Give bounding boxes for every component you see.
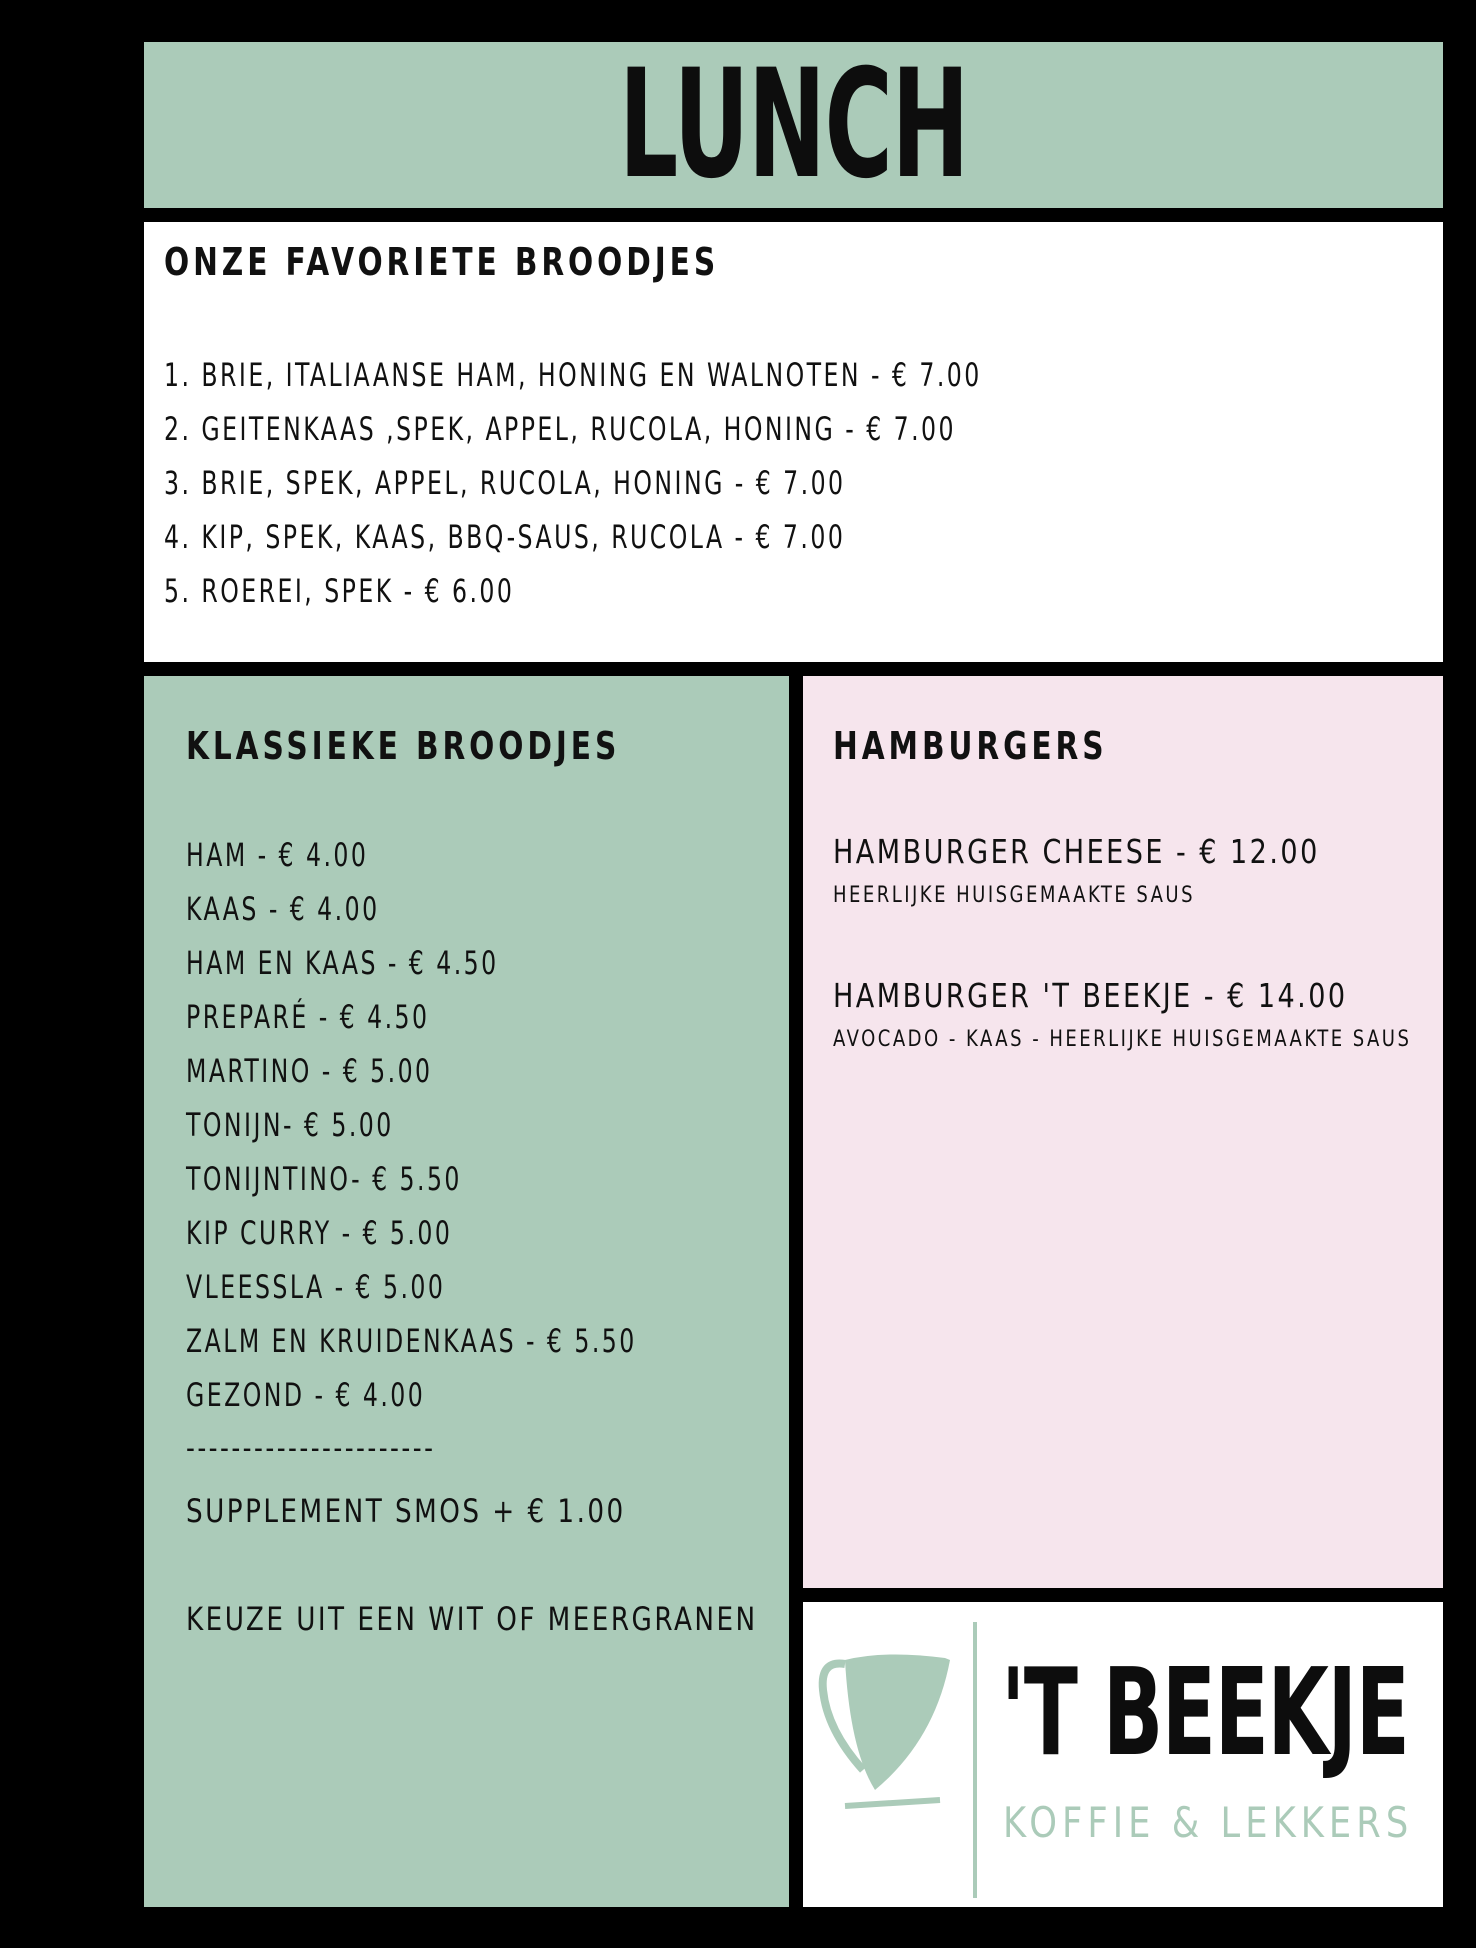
favorites-heading: ONZE FAVORIETE BROODJES [164,240,720,284]
hamburgers-section [803,676,1443,1588]
list-item: ZALM EN KRUIDENKAAS - € 5.50 [186,1322,637,1360]
logo-tagline: KOFFIE & LEKKERS [1003,1798,1414,1847]
list-item: 4. KIP, SPEK, KAAS, BBQ-SAUS, RUCOLA - € 7.00 [164,518,846,556]
list-item: TONIJNTINO- € 5.50 [186,1160,462,1198]
hamburgers-heading: HAMBURGERS [833,724,1108,768]
supplement-note: SUPPLEMENT SMOS + € 1.00 [186,1492,626,1530]
burger-name: HAMBURGER CHEESE - € 12.00 [833,832,1320,871]
list-item: HAM EN KAAS - € 4.50 [186,944,499,982]
list-item: KAAS - € 4.00 [186,890,380,928]
favorites-section [144,222,1443,662]
list-item: 3. BRIE, SPEK, APPEL, RUCOLA, HONING - € 7.00 [164,464,846,502]
classics-heading: KLASSIEKE BROODJES [186,724,621,768]
list-item: VLEESSLA - € 5.00 [186,1268,446,1306]
list-item: 5. ROEREI, SPEK - € 6.00 [164,572,515,610]
logo-name: 'T BEEKJE [1001,1644,1409,1783]
list-item: HAM - € 4.00 [186,836,369,874]
favorites-list [164,348,1423,618]
burger-description: AVOCADO - KAAS - HEERLIJKE HUISGEMAAKTE SAUS [833,1027,1412,1052]
bread-choice-note: KEUZE UIT EEN WIT OF MEERGRANEN [186,1600,758,1638]
page-title: LUNCH [618,38,969,212]
coffee-cup-icon [815,1620,995,1900]
list-item: GEZOND - € 4.00 [186,1376,426,1414]
classics-section [144,676,789,1907]
classics-list [186,828,747,1422]
burger-item [833,828,1413,916]
title-banner [144,38,1443,212]
list-item: TONIJN- € 5.00 [186,1106,394,1144]
list-item: 1. BRIE, ITALIAANSE HAM, HONING EN WALNOTEN - € 7.00 [164,356,982,394]
list-item: 2. GEITENKAAS ,SPEK, APPEL, RUCOLA, HONING - € 7.00 [164,410,957,448]
list-item: PREPARÉ - € 4.50 [186,998,430,1036]
logo-section [803,1602,1443,1907]
list-item: KIP CURRY - € 5.00 [186,1214,453,1252]
list-item: MARTINO - € 5.00 [186,1052,433,1090]
burger-name: HAMBURGER 'T BEEKJE - € 14.00 [833,976,1348,1015]
separator-line: ---------------------- [186,1431,436,1466]
burger-description: HEERLIJKE HUISGEMAAKTE SAUS [833,883,1196,908]
burger-item [833,972,1413,1060]
